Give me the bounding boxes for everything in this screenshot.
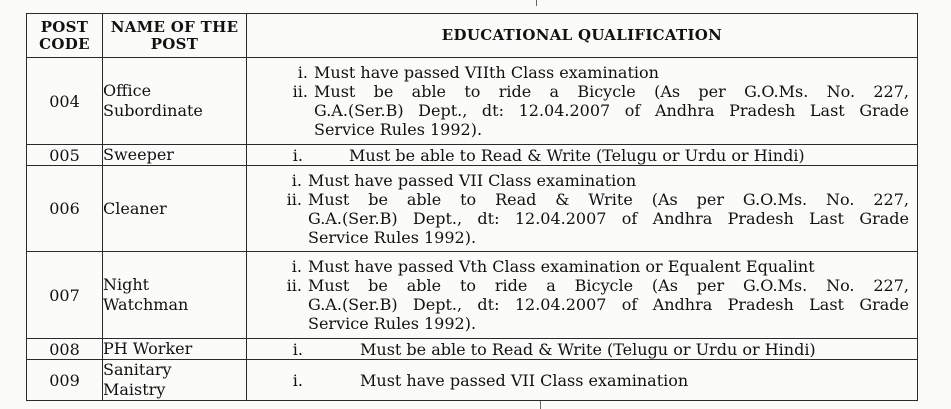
table-row xyxy=(27,145,918,166)
item-text-line: Must have passed VII Class examination xyxy=(360,370,689,390)
post-name-cell xyxy=(103,145,247,166)
qualification-cell xyxy=(247,166,918,252)
qualification-cell xyxy=(247,145,918,166)
post-name-line: Night xyxy=(103,275,150,294)
item-text xyxy=(308,190,917,247)
item-text xyxy=(308,171,917,190)
item-number: i. xyxy=(291,257,302,276)
table-row xyxy=(27,252,918,339)
item-text xyxy=(314,63,917,82)
qualification-item xyxy=(247,276,917,333)
post-name-line: Maistry xyxy=(103,380,166,399)
item-number: ii. xyxy=(286,189,302,209)
post-code-cell: 009 xyxy=(27,360,103,401)
post-name-line: Watchman xyxy=(103,295,189,314)
qualification-item xyxy=(247,171,917,190)
post-name-line: Sweeper xyxy=(103,145,174,164)
qualification-table xyxy=(26,13,918,401)
post-code-cell: 006 xyxy=(27,166,103,252)
item-number: i. xyxy=(297,63,308,82)
post-name-line: Subordinate xyxy=(103,101,203,120)
table-body xyxy=(27,58,918,401)
item-text-line: Service Rules 1992). xyxy=(308,314,477,333)
item-text xyxy=(308,257,917,276)
qualification-item xyxy=(247,257,917,276)
qualification-cell xyxy=(247,252,918,339)
header-row xyxy=(27,14,918,58)
post-name-cell xyxy=(103,166,247,252)
post-name-line: Sanitary xyxy=(103,360,172,379)
item-text-line: Service Rules 1992). xyxy=(308,227,477,247)
post-name-cell xyxy=(103,58,247,145)
post-name-cell xyxy=(103,360,247,401)
qualification-item xyxy=(247,63,917,82)
qualification-header: EDUCATIONAL QUALIFICATION xyxy=(247,14,918,58)
qualification-cell xyxy=(247,58,918,145)
post-name-cell xyxy=(103,252,247,339)
item-text-line: G.A.(Ser.B) Dept., dt: 12.04.2007 of Andhra Pradesh Last Grade xyxy=(308,295,909,314)
qualification-item xyxy=(247,82,917,139)
item-text-line: Must be able to ride a Bicycle (As per G.O.Ms. No. 227, xyxy=(308,276,909,295)
qualification-item xyxy=(247,190,917,247)
item-text xyxy=(314,82,917,139)
post-code-header xyxy=(27,14,103,58)
item-text-line: Must have passed Vth Class examination or Equalent Equalint xyxy=(308,257,815,276)
post-name-line: Office xyxy=(103,81,152,100)
qualification-item xyxy=(247,146,917,165)
top-margin-mark xyxy=(536,0,537,6)
header-label: CODE xyxy=(39,34,90,53)
item-text-line: Must have passed VIIth Class examination xyxy=(314,63,659,82)
item-number: i. xyxy=(292,339,303,359)
header-label: NAME OF THE xyxy=(110,17,239,36)
item-text-line: G.A.(Ser.B) Dept., dt: 12.04.2007 of Andhra Pradesh Last Grade xyxy=(314,101,909,120)
table-row xyxy=(27,166,918,252)
item-number: i. xyxy=(291,170,302,190)
header-label: POST xyxy=(40,17,89,36)
item-text-line: Must be able to Read & Write (As per G.O.Ms. No. 227, xyxy=(308,189,909,209)
item-number: i. xyxy=(292,370,303,390)
item-number: ii. xyxy=(292,82,308,101)
post-name-cell xyxy=(103,339,247,360)
post-code-cell: 005 xyxy=(27,145,103,166)
item-text-line: G.A.(Ser.B) Dept., dt: 12.04.2007 of Andhra Pradesh Last Grade xyxy=(308,208,909,228)
post-name-header xyxy=(103,14,247,58)
post-code-cell: 004 xyxy=(27,58,103,145)
qualification-cell xyxy=(247,360,918,401)
header-label: POST xyxy=(150,34,199,53)
table-row xyxy=(27,58,918,145)
post-name-line: PH Worker xyxy=(103,339,193,358)
qualification-cell xyxy=(247,339,918,360)
qualification-item xyxy=(247,371,917,390)
item-text xyxy=(360,371,917,390)
item-number: ii. xyxy=(286,276,302,295)
item-text xyxy=(308,276,917,333)
item-number: i. xyxy=(292,145,303,165)
item-text-line: Must be able to Read & Write (Telugu or Urdu or Hindi) xyxy=(360,339,816,359)
table-row xyxy=(27,339,918,360)
item-text xyxy=(349,146,917,165)
post-code-cell: 008 xyxy=(27,339,103,360)
item-text-line: Must be able to Read & Write (Telugu or Urdu or Hindi) xyxy=(349,145,805,165)
item-text-line: Must have passed VII Class examination xyxy=(308,170,637,190)
post-name-line: Cleaner xyxy=(103,198,167,218)
post-code-cell: 007 xyxy=(27,252,103,339)
item-text-line: Service Rules 1992). xyxy=(314,120,483,139)
item-text-line: Must be able to ride a Bicycle (As per G.O.Ms. No. 227, xyxy=(314,82,909,101)
table-row xyxy=(27,360,918,401)
item-text xyxy=(360,340,917,359)
bottom-margin-mark xyxy=(540,400,541,409)
qualification-item xyxy=(247,340,917,359)
